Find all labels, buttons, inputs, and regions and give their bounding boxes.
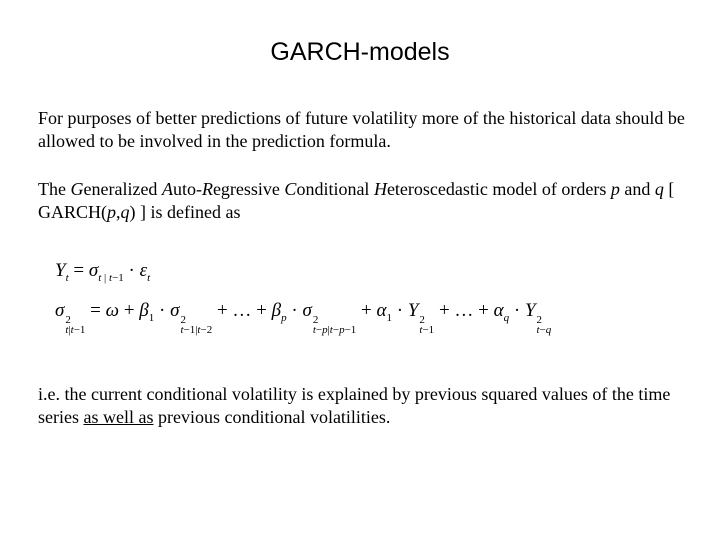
- text: ,: [116, 202, 121, 222]
- order-p: p: [107, 202, 117, 222]
- text: ) ] is defined as: [129, 202, 241, 222]
- text: The: [38, 179, 71, 199]
- order-q: q: [120, 202, 130, 222]
- initial-h: H: [373, 179, 387, 199]
- text: egressive: [212, 179, 285, 199]
- text: eneralized: [83, 179, 162, 199]
- formula-returns: $Y_t = \sigma_{t | t-1} \cdot \varepsilon_t$: [55, 260, 151, 284]
- initial-a: A: [161, 179, 173, 199]
- text: eteroscedastic model of orders: [386, 179, 611, 199]
- conclusion-paragraph: [38, 383, 688, 429]
- text: uto-: [172, 179, 202, 199]
- initial-r: R: [201, 179, 213, 199]
- slide-title: GARCH-models: [270, 38, 450, 66]
- text: i.e. the current conditional volatility is explained by previous squared values of the time series: [38, 384, 671, 427]
- formula-garch-variance: σ 2 t|t−1 = $\omega + \beta_1 \cdot \sigma$ 2 t−1|t−2 + … + $\beta_p \cdot \sigma$ 2 t−p|t−p−1 + $\alpha_1 \cdot Y$ 2 t−1 + … + $\alpha_q \cdot Y$ 2 t−q: [55, 300, 552, 336]
- text: and: [619, 179, 655, 199]
- order-q: q: [654, 179, 664, 199]
- text: previous conditional volatilities.: [153, 407, 391, 427]
- intro-paragraph: For purposes of better predictions of future volatility more of the historical data should be allowed to be involved in the prediction formula.: [38, 108, 685, 151]
- initial-g: G: [70, 179, 84, 199]
- text: [ GARCH(: [38, 179, 675, 222]
- underlined-text: as well as: [83, 407, 154, 427]
- order-p: p: [610, 179, 620, 199]
- definition-paragraph: [38, 178, 688, 224]
- initial-c: C: [284, 179, 297, 199]
- text: onditional: [296, 179, 374, 199]
